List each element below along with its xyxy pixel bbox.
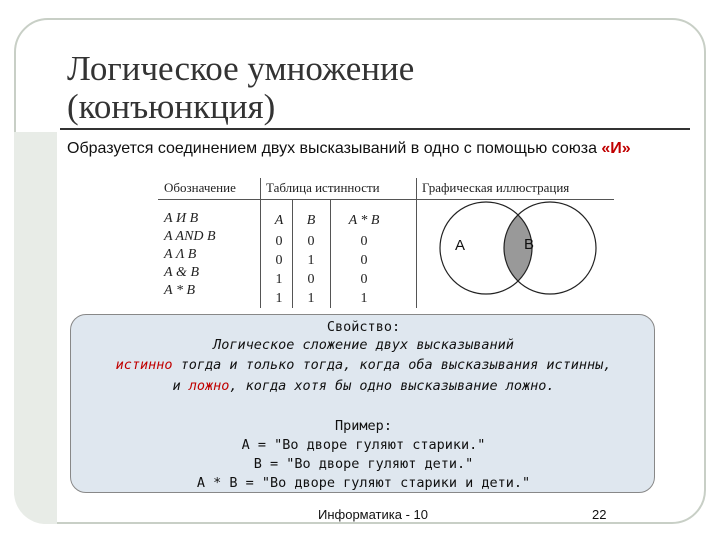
example-line-ab: А * В = "Во дворе гуляют старики и дети." — [196, 475, 531, 491]
table-column-divider — [416, 178, 417, 308]
truth-cell: 0 — [360, 272, 368, 287]
table-column-divider — [260, 178, 261, 308]
truth-cell: 0 — [307, 272, 315, 287]
header-illustration: Графическая иллюстрация — [422, 180, 570, 195]
property-heading: Свойство: — [326, 319, 401, 335]
property-line-3 — [71, 378, 656, 394]
title-divider — [60, 128, 690, 130]
truth-cell: 0 — [275, 253, 283, 268]
intro-conjunction: «И» — [601, 140, 631, 157]
header-notation: Обозначение — [164, 180, 236, 195]
notation-item: A AND B — [164, 229, 216, 244]
property-line-1: Логическое сложение двух высказываний — [213, 337, 514, 353]
truth-header-b: B — [306, 213, 316, 228]
title-line-1: Логическое умножение — [67, 49, 415, 88]
venn-label-b: В — [524, 236, 535, 253]
slide-title — [67, 50, 627, 126]
truth-header-a: A — [274, 213, 284, 228]
intro-paragraph — [67, 139, 647, 158]
truth-cell: 1 — [275, 272, 283, 287]
property-true-word: истинно — [115, 357, 173, 373]
property-false-word: ложно — [188, 378, 230, 394]
notation-item: А И В — [164, 211, 199, 226]
truth-cell: 0 — [275, 234, 283, 249]
example-line-a: А = "Во дворе гуляют старики." — [241, 437, 486, 453]
example-heading: Пример: — [335, 418, 392, 434]
property-line-3-start: и — [172, 378, 189, 394]
property-line-2 — [71, 357, 656, 373]
truth-column-divider — [292, 200, 293, 308]
slide-side-rail — [14, 132, 57, 524]
notation-item: А & В — [164, 265, 199, 280]
truth-cell: 1 — [275, 291, 283, 306]
truth-cell: 0 — [360, 234, 368, 249]
truth-column-divider — [330, 200, 331, 308]
header-truth-table: Таблица истинности — [266, 180, 380, 195]
intro-text: Образуется соединением двух высказываний в одно с помощью союза — [67, 140, 602, 157]
footer-course: Информатика - 10 — [318, 507, 428, 522]
footer-page-number: 22 — [592, 507, 607, 522]
property-line-2-text: тогда и только тогда, когда оба высказывания истинны, — [172, 357, 612, 373]
truth-cell: 0 — [307, 234, 315, 249]
venn-label-a: А — [455, 237, 466, 254]
truth-cell: 1 — [307, 291, 315, 306]
truth-cell: 1 — [307, 253, 315, 268]
notation-item: А Λ В — [164, 247, 197, 262]
property-line-3-text: , когда хотя бы одно высказывание ложно. — [229, 378, 555, 394]
venn-diagram — [438, 200, 598, 305]
example-line-b: В = "Во дворе гуляют дети." — [253, 456, 474, 472]
truth-cell: 1 — [360, 291, 368, 306]
truth-header-ab: A * B — [348, 213, 380, 228]
notation-list — [164, 210, 216, 300]
property-box — [70, 314, 655, 493]
notation-item: А * В — [164, 283, 196, 298]
truth-cell: 0 — [360, 253, 368, 268]
title-line-2: (конъюнкция) — [67, 87, 276, 126]
